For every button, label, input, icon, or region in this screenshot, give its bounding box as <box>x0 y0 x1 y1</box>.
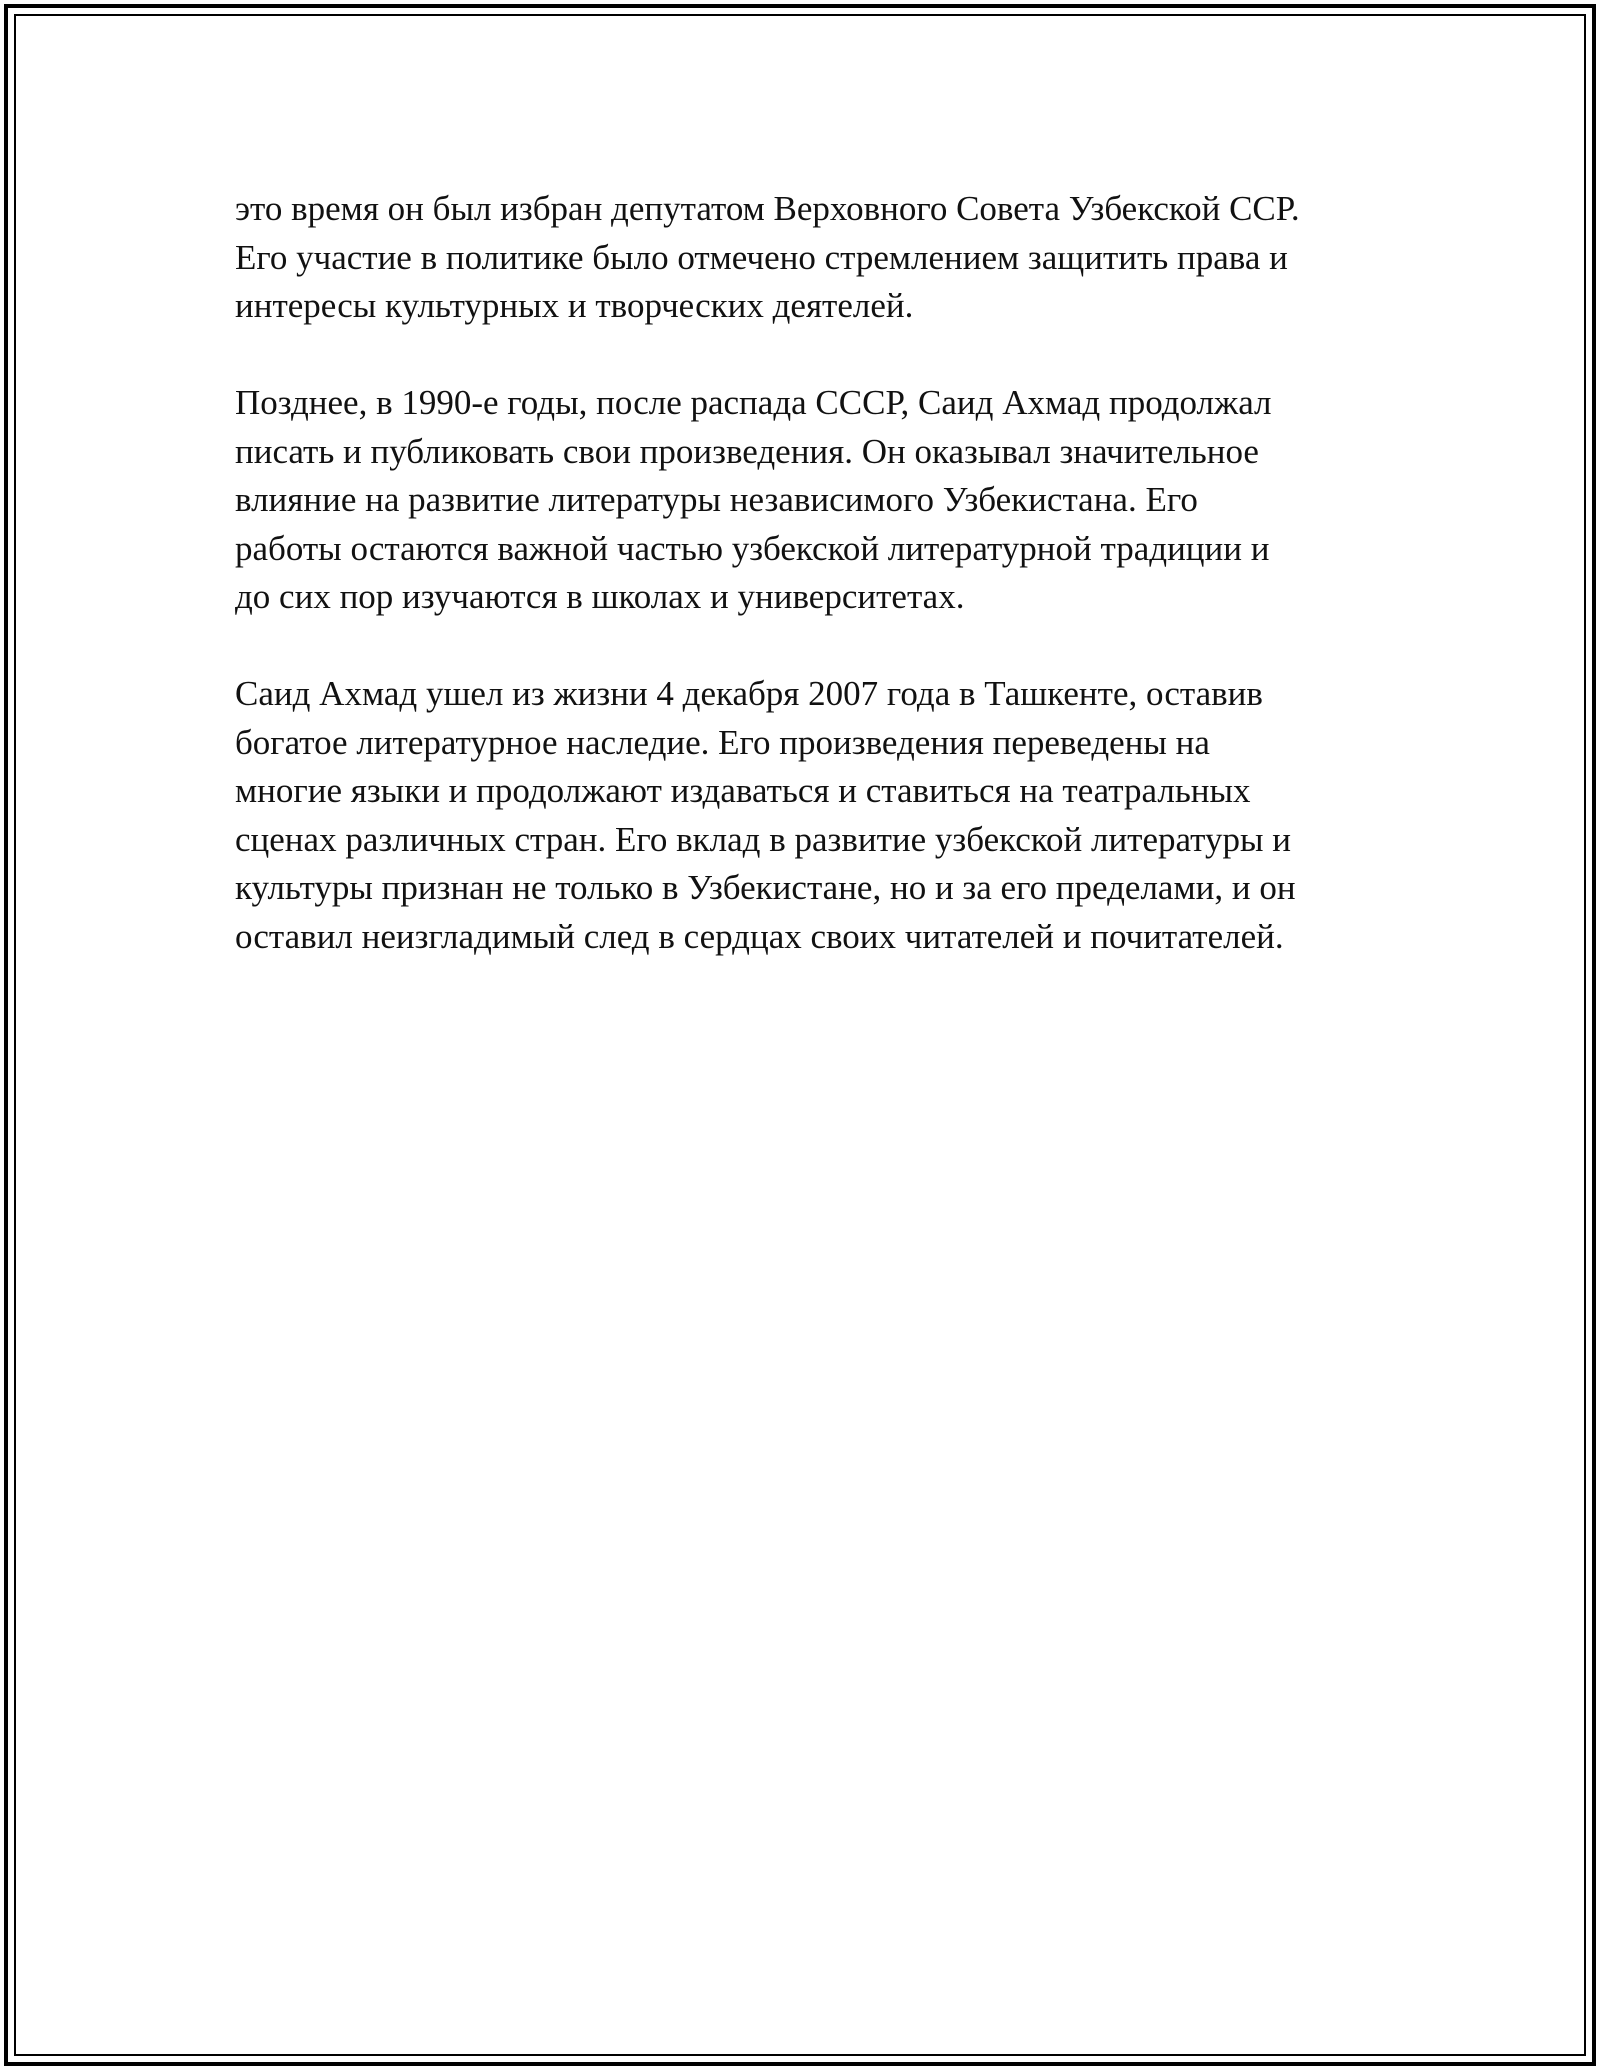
text-line: до сих пор изучаются в школах и университетах. <box>235 577 965 616</box>
text-line: интересы культурных и творческих деятелей. <box>235 286 914 325</box>
text-line: Его участие в политике было отмечено стремлением защитить права и <box>235 237 1288 277</box>
paragraph-1 <box>235 185 1415 331</box>
text-line: сценах различных стран. Его вклад в развитие узбекской литературы и <box>235 819 1291 859</box>
paragraph-3 <box>235 670 1415 961</box>
text-line: это время он был избран депутатом Верховного Совета Узбекской ССР. <box>235 189 1300 228</box>
text-line: культуры признан не только в Узбекистане, но и за его пределами, и он <box>235 868 1296 907</box>
text-line: работы остаются важной частью узбекской литературной традиции и <box>235 528 1270 568</box>
text-line: оставил неизгладимый след в сердцах своих читателей и почитателей. <box>235 916 1284 956</box>
text-line: богатое литературное наследие. Его произведения переведены на <box>235 722 1210 762</box>
text-line: писать и публиковать свои произведения. Он оказывал значительное <box>235 431 1259 471</box>
text-line: многие языки и продолжают издаваться и ставиться на театральных <box>235 771 1251 810</box>
text-line: Саид Ахмад ушел из жизни 4 декабря 2007 года в Ташкенте, оставив <box>235 674 1263 713</box>
text-line: Позднее, в 1990-е годы, после распада СССР, Саид Ахмад продолжал <box>235 383 1272 422</box>
text-line: влияние на развитие литературы независимого Узбекистана. Его <box>235 480 1198 519</box>
paragraph-2 <box>235 379 1415 622</box>
document-body <box>235 185 1415 1010</box>
